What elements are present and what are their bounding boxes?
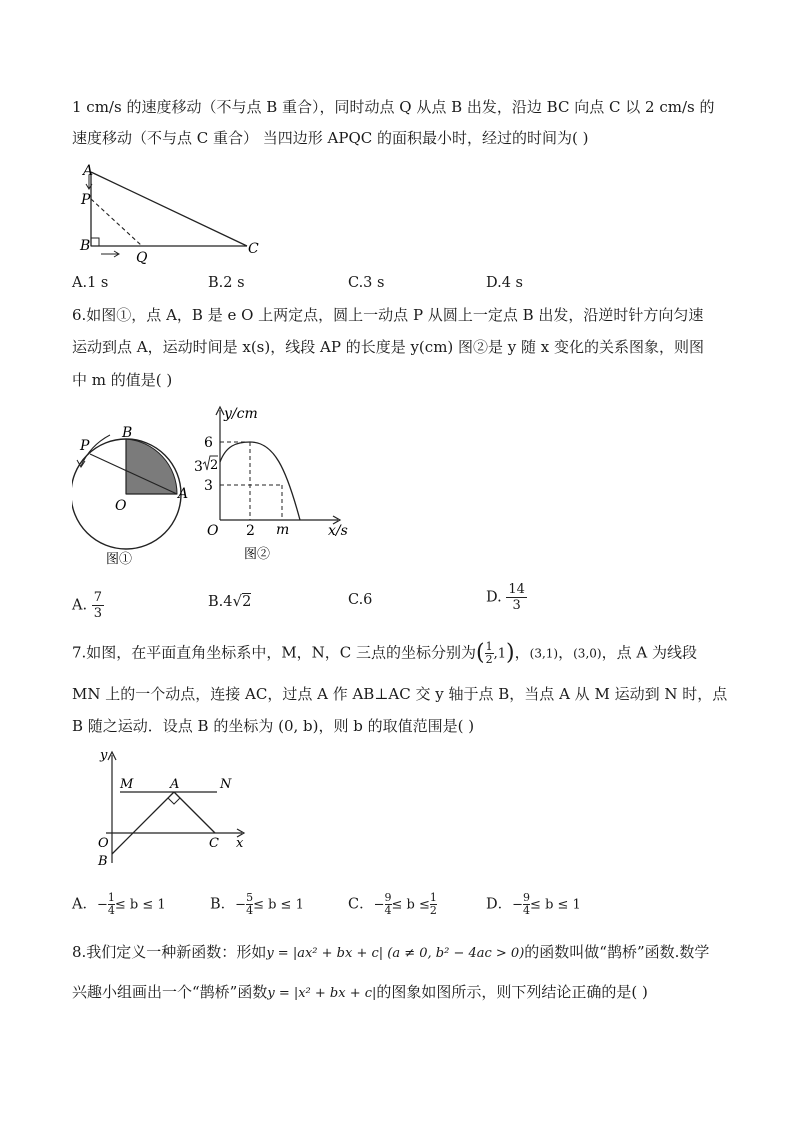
tick-y6: 6 — [204, 435, 213, 451]
q8-line1-start: 8.我们定义一种新函数：形如 — [72, 943, 267, 961]
q7-text-line-3: B 随之运动．设点 B 的坐标为 (0, b)，则 b 的取值范围是( ) — [72, 717, 475, 735]
formula-general: y = |ax² + bx + c| (a ≠ 0, b² − 4ac > 0) — [266, 946, 525, 961]
q7-option-a[interactable] — [72, 892, 166, 917]
q5-option-d[interactable]: D.4 s — [486, 275, 523, 291]
q6-option-d[interactable] — [486, 582, 527, 613]
right-angle-mark — [91, 238, 99, 246]
denominator: 2 — [429, 904, 437, 917]
numerator: 1 — [429, 891, 437, 904]
label-a: A — [178, 486, 189, 502]
option-b-prefix: B. — [208, 594, 224, 610]
n-coordinate: (3,1) — [529, 646, 559, 661]
sqrt-icon: √ — [232, 592, 243, 610]
q7-coordinate-figure — [86, 745, 252, 871]
q6-options — [72, 582, 732, 622]
label-b: B — [80, 238, 91, 254]
y-axis-label: y — [100, 748, 108, 763]
numerator: 14 — [508, 582, 525, 597]
q6-text-line-1: 6.如图①，点 A，B 是 e O 上两定点，圆上一动点 P 从圆上一定点 B 出发，沿逆时针方向匀速 — [72, 306, 704, 324]
fraction — [385, 892, 392, 917]
denominator: 4 — [107, 904, 115, 917]
minus-sign: − — [512, 897, 524, 913]
denominator: 4 — [384, 904, 392, 917]
q5-option-a[interactable]: A.1 s — [72, 275, 109, 291]
inequality-rest: ≤ b ≤ 1 — [530, 897, 581, 913]
formula-specific: y = |x² + bx + c| — [267, 986, 377, 1001]
label-a: A — [83, 163, 94, 179]
side-ac — [91, 172, 247, 246]
label-p: P — [80, 438, 90, 454]
right-angle-mark — [168, 798, 180, 804]
radicand: 2 — [242, 594, 252, 610]
inequality-rest: ≤ b ≤ 1 — [253, 897, 304, 913]
fraction — [246, 892, 253, 917]
label-m: M — [120, 777, 134, 792]
segment-ab — [112, 792, 174, 854]
q7-line1-end: ，点 A 为线段 — [601, 643, 697, 662]
label-c: C — [209, 836, 219, 851]
numerator: 9 — [523, 891, 531, 904]
shaded-sector — [126, 439, 177, 494]
numerator: 1 — [485, 640, 493, 653]
q7-text-line-2: MN 上的一个动点，连接 AC，过点 A 作 AB⊥AC 交 y 轴于点 B，当点 A 从 M 运动到 N 时，点 — [72, 685, 728, 703]
label-a: A — [170, 777, 180, 792]
x-axis-label: x/s — [328, 523, 348, 539]
numerator: 7 — [93, 590, 102, 605]
caption-figure-2: 图② — [244, 547, 271, 562]
fraction-upper — [430, 892, 437, 917]
label-c: C — [248, 241, 259, 257]
inequality-rest: ≤ b ≤ — [391, 897, 430, 913]
q5-options — [72, 275, 732, 297]
y-axis-label: y/cm — [224, 406, 258, 422]
q6-circle-figure — [72, 418, 196, 568]
option-prefix: C． — [348, 896, 374, 913]
coefficient: 4 — [223, 594, 233, 610]
q5-text-line-2: 速度移动（不与点 C 重合） 当四边形 APQC 的面积最小时，经过的时间为( ) — [72, 129, 589, 147]
q5-text-line-1: 1 cm/s 的速度移动（不与点 B 重合），同时动点 Q 从点 B 出发，沿边 BC 向点 C 以 2 cm/s 的 — [72, 98, 715, 116]
numerator: 1 — [107, 891, 115, 904]
numerator: 9 — [384, 891, 392, 904]
tick-3root2-rad: 2 — [210, 458, 219, 473]
q7-option-b[interactable] — [210, 892, 304, 917]
q6-text-line-2: 运动到点 A，运动时间是 x(s)，线段 AP 的长度是 y(cm) 图②是 y 随 x 变化的关系图象，则图 — [72, 338, 705, 356]
q5-option-c[interactable]: C.3 s — [348, 275, 385, 291]
minus-sign: − — [96, 897, 108, 913]
minus-sign: − — [235, 897, 247, 913]
q8-line2-end: 的图象如图所示，则下列结论正确的是( ) — [376, 983, 648, 1001]
tick-3root2-coef: 3 — [194, 459, 203, 475]
tick-x2: 2 — [246, 523, 255, 539]
origin-label: O — [207, 523, 219, 539]
option-prefix: A． — [72, 896, 97, 913]
label-o: O — [115, 498, 127, 514]
q6-graph-figure — [190, 404, 358, 568]
denominator: 3 — [512, 598, 521, 613]
fraction — [523, 892, 530, 917]
option-prefix: B． — [210, 896, 236, 913]
numerator: 5 — [246, 891, 254, 904]
origin-label: O — [98, 836, 109, 851]
tick-y3: 3 — [204, 478, 213, 494]
denominator: 2 — [485, 653, 493, 666]
q6-option-b[interactable] — [208, 592, 251, 610]
label-b: B — [122, 425, 133, 441]
q5-option-b[interactable]: B.2 s — [208, 275, 245, 291]
label-q: Q — [136, 250, 148, 264]
q8-line1-end: 的函数叫做“鹊桥”函数.数学 — [524, 943, 710, 961]
tick-xm: m — [276, 522, 290, 538]
label-b: B — [98, 854, 108, 869]
q8-text-line-2 — [72, 981, 732, 1005]
q6-option-a[interactable] — [72, 590, 104, 621]
right-paren: ) — [506, 640, 515, 666]
fraction-14-3 — [506, 582, 527, 613]
q7-text-line-1: 7.如图，在平面直角坐标系中，M，N，C 三点的坐标分别为( $\frac{1}{2}$ ,1)，(3,1)，(3,0)，点 A 为线段 — [72, 640, 697, 666]
option-d-prefix: D. — [486, 589, 502, 606]
c-coordinate: (3,0) — [573, 646, 602, 661]
label-n: N — [220, 777, 232, 792]
option-a-prefix: A. — [72, 597, 88, 614]
q7-option-d[interactable] — [486, 892, 581, 917]
fraction — [108, 892, 115, 917]
q7-line1-start: 7.如图，在平面直角坐标系中，M，N，C 三点的坐标分别为 — [72, 643, 477, 662]
fraction-1-2 — [485, 641, 494, 666]
q8-text-line-1 — [72, 941, 732, 965]
option-prefix: D． — [486, 896, 513, 913]
minus-sign: − — [373, 897, 385, 913]
curve-y-of-x — [220, 442, 300, 520]
x-axis-label: x — [236, 836, 244, 851]
denominator: 4 — [523, 904, 531, 917]
q7-option-c[interactable] — [348, 892, 437, 917]
q8-line2-start: 兴趣小组画出一个“鹊桥”函数 — [72, 983, 268, 1001]
left-paren: ( — [476, 640, 485, 666]
q5-triangle-figure — [72, 158, 272, 264]
inequality-rest: ≤ b ≤ 1 — [114, 897, 166, 913]
q6-option-c[interactable]: C.6 — [348, 592, 373, 608]
label-p: P — [81, 192, 91, 208]
q7-options — [72, 892, 732, 928]
denominator: 3 — [93, 606, 102, 621]
fraction-7-3 — [92, 590, 104, 621]
m-y-coordinate: ,1 — [493, 646, 507, 662]
denominator: 4 — [246, 904, 254, 917]
caption-figure-1: 图① — [106, 552, 133, 567]
q6-text-line-3: 中 m 的值是( ) — [72, 371, 173, 389]
